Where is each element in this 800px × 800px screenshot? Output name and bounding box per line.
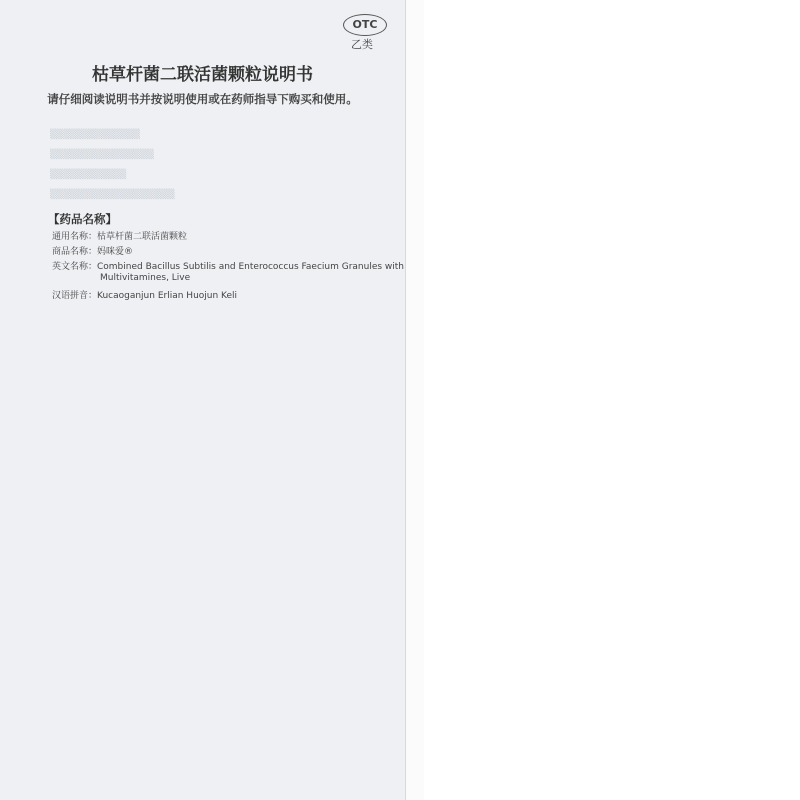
pinyin-name: 汉语拼音：Kucaoganjun Erlian Huojun Keli xyxy=(52,291,238,301)
english-name-cont: Multivitamines, Live xyxy=(100,273,191,283)
english-name: 英文名称：Combined Bacillus Subtilis and Enterococcus Faecium Granules with xyxy=(52,262,405,272)
show-through-text: ▒▒▒▒▒▒▒▒▒▒▒▒▒▒▒▒▒▒ xyxy=(50,190,175,200)
show-through-text: ▒▒▒▒▒▒▒▒▒▒▒▒▒▒▒ xyxy=(50,150,154,160)
otc-badge: OTC xyxy=(343,14,387,36)
otc-class: 乙类 xyxy=(351,38,373,51)
right-panel xyxy=(424,0,800,800)
trade-name: 商品名称：妈咪爱® xyxy=(52,247,134,257)
fold-gutter xyxy=(405,0,425,800)
drug-name-heading: 【药品名称】 xyxy=(48,212,117,226)
show-through-text: ▒▒▒▒▒▒▒▒▒▒▒▒▒ xyxy=(50,130,140,140)
leaflet-title: 枯草杆菌二联活菌颗粒说明书 xyxy=(92,65,313,85)
show-through-text: ▒▒▒▒▒▒▒▒▒▒▒ xyxy=(50,170,127,180)
generic-name: 通用名称：枯草杆菌二联活菌颗粒 xyxy=(52,232,188,242)
leaflet-subtitle: 请仔细阅读说明书并按说明使用或在药师指导下购买和使用。 xyxy=(47,92,358,106)
